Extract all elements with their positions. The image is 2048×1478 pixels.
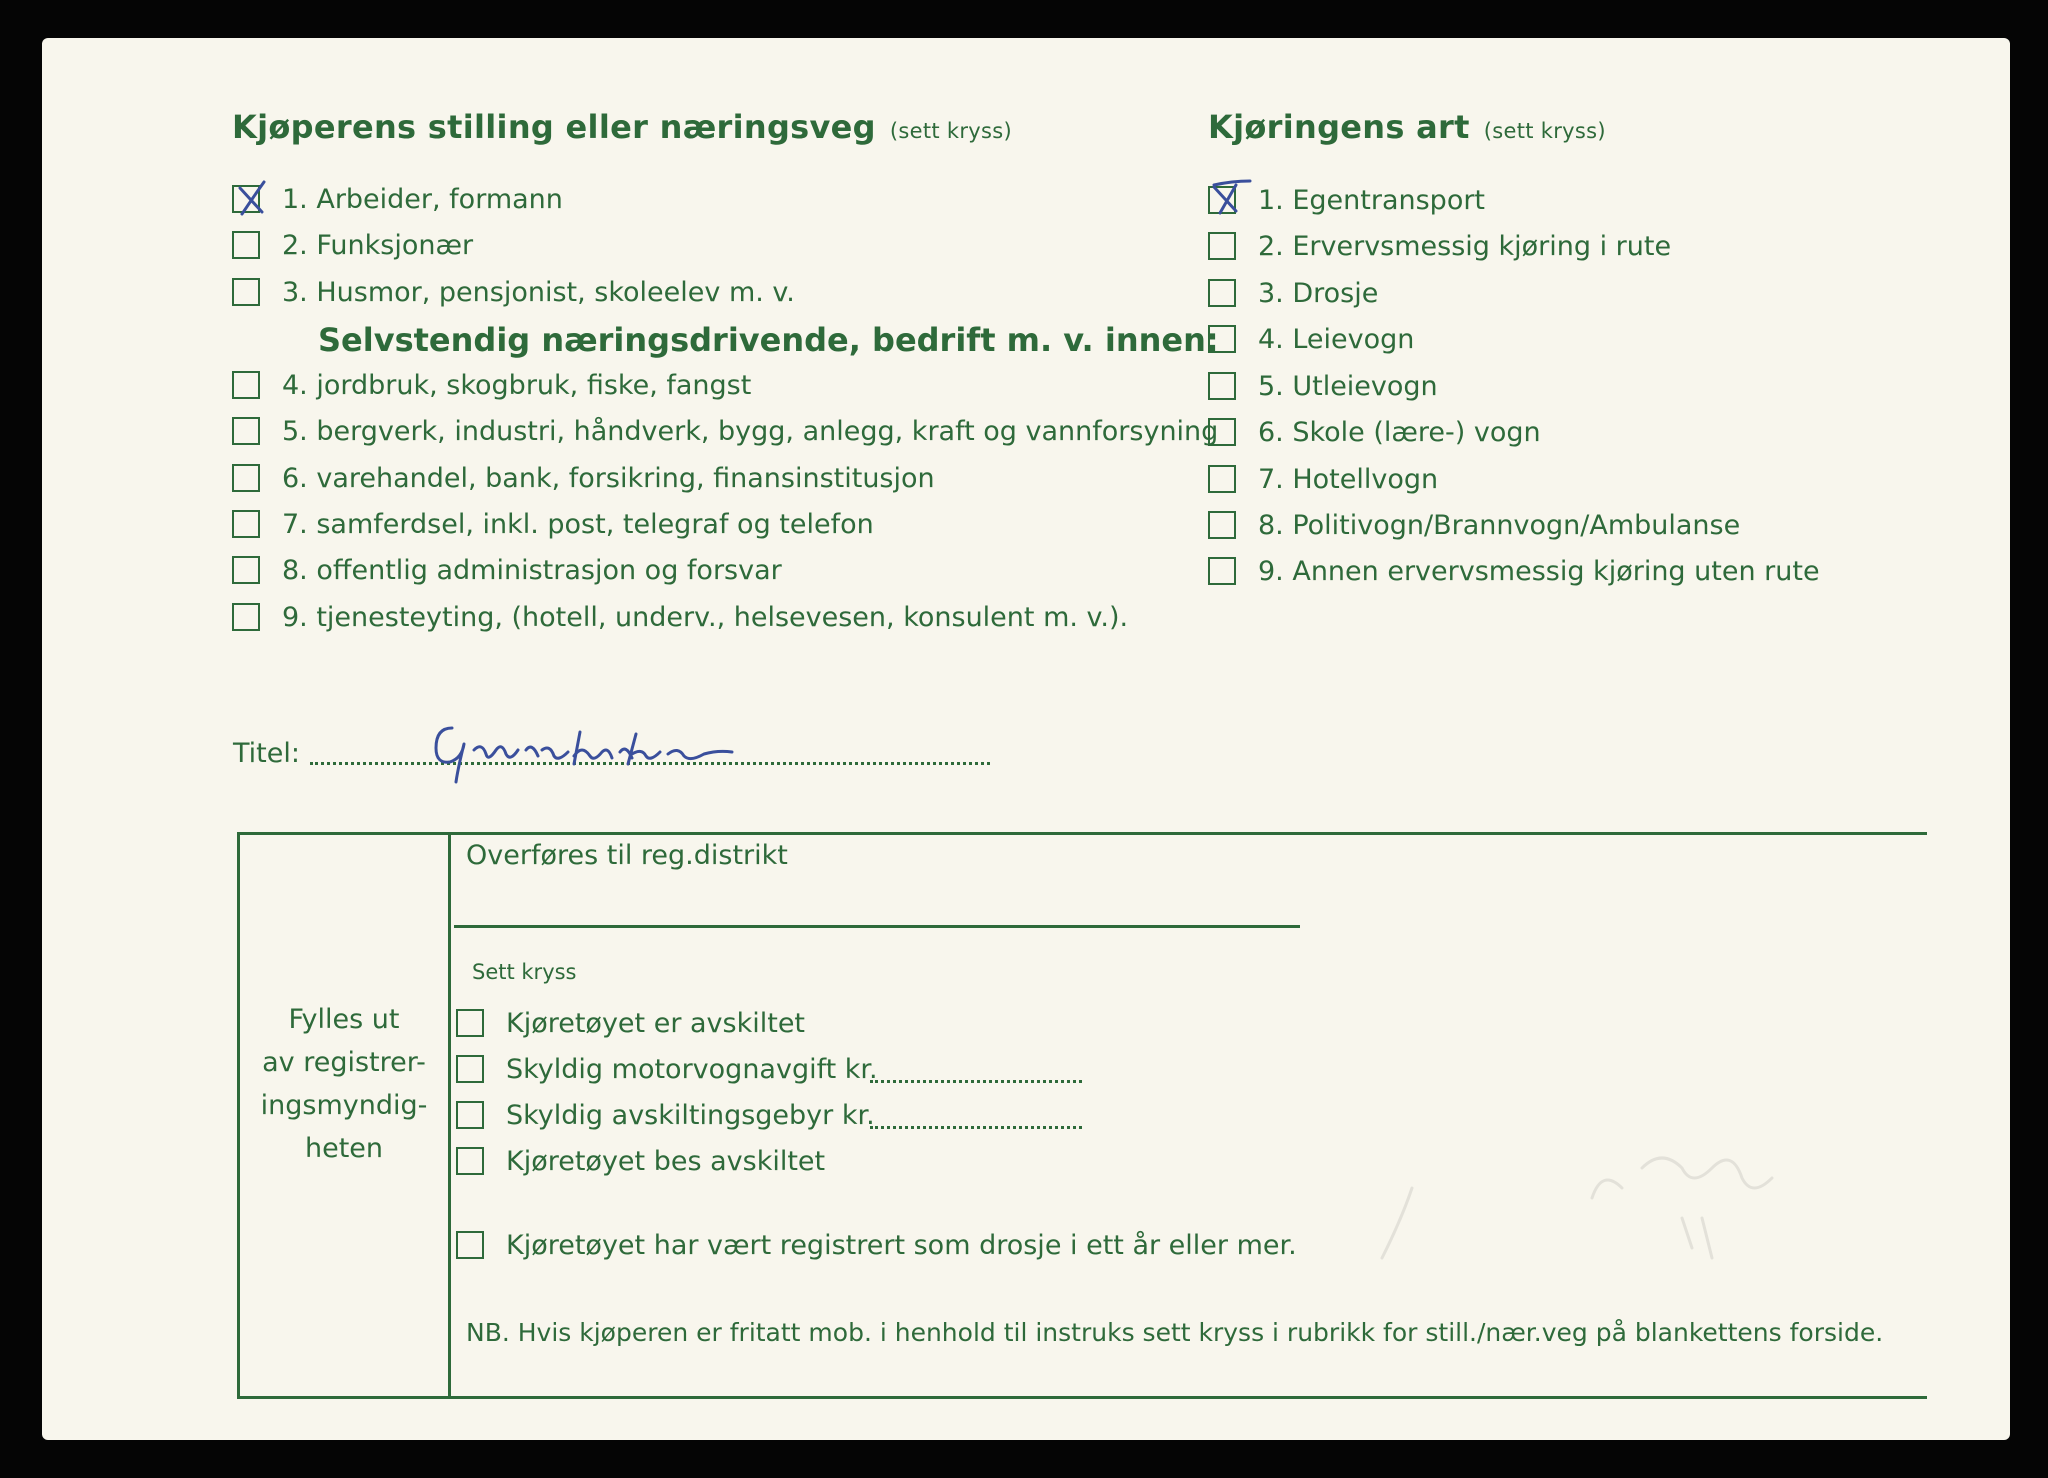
deregistration-fee-dotted-line[interactable] [870, 1126, 1082, 1129]
left-item-8-label: 8. offentlig administrasjon og forsvar [282, 555, 782, 586]
checkbox-reg-4[interactable] [456, 1147, 484, 1175]
checkbox-right-4[interactable] [1208, 325, 1236, 353]
checkbox-drosje[interactable] [456, 1231, 484, 1259]
box-divider-rule [448, 832, 451, 1399]
right-item-2[interactable] [1208, 231, 1671, 263]
motor-fee-dotted-line[interactable] [870, 1080, 1082, 1083]
left-item-1-label: 1. Arbeider, formann [282, 184, 563, 215]
checkbox-reg-2[interactable] [456, 1055, 484, 1083]
left-item-2-label: 2. Funksjonær [282, 230, 474, 261]
checkbox-right-6[interactable] [1208, 418, 1236, 446]
left-item-9-label: 9. tjenesteyting, (hotell, underv., helsevesen, konsulent m. v.). [282, 602, 1129, 633]
left-item-7-label: 7. samferdsel, inkl. post, telegraf og telefon [282, 509, 874, 540]
right-item-5-label: 5. Utleievogn [1258, 371, 1438, 402]
left-heading-text: Kjøperens stilling eller næringsveg [232, 108, 876, 146]
handwritten-x-mark [234, 178, 274, 218]
left-item-4[interactable] [232, 370, 751, 402]
form-card [42, 38, 2010, 1440]
checkbox-right-8[interactable] [1208, 511, 1236, 539]
side-label-line-3: ingsmyndig- [260, 1090, 428, 1121]
checkbox-left-7[interactable] [232, 510, 260, 538]
right-heading-hint: (sett kryss) [1483, 119, 1606, 143]
checkbox-left-5[interactable] [232, 417, 260, 445]
checkbox-right-7[interactable] [1208, 465, 1236, 493]
right-item-4[interactable] [1208, 324, 1414, 356]
reg-check-3-label: Skyldig avskiltingsgebyr kr. [506, 1100, 875, 1131]
side-label-line-4: heten [304, 1133, 384, 1164]
reg-check-2-label: Skyldig motorvognavgift kr. [506, 1054, 878, 1085]
left-item-4-label: 4. jordbruk, skogbruk, fiske, fangst [282, 370, 752, 401]
left-item-3-label: 3. Husmor, pensjonist, skoleelev m. v. [282, 277, 795, 308]
reg-check-1[interactable] [456, 1008, 805, 1040]
checkbox-right-5[interactable] [1208, 372, 1236, 400]
left-heading-hint: (sett kryss) [889, 119, 1012, 143]
left-item-1[interactable] [232, 184, 563, 216]
right-item-1[interactable] [1208, 185, 1485, 217]
left-item-5-label: 5. bergverk, industri, håndverk, bygg, anlegg, kraft og vannforsyning [282, 416, 1219, 447]
left-item-8[interactable] [232, 555, 782, 587]
nb-note: NB. Hvis kjøperen er fritatt mob. i henhold til instruks sett kryss i rubrikk for still./nær.veg på blankettens forside. [466, 1318, 1884, 1347]
right-item-3-label: 3. Drosje [1258, 278, 1379, 309]
right-item-8[interactable] [1208, 510, 1740, 542]
reg-check-2[interactable] [456, 1054, 878, 1086]
right-item-2-label: 2. Ervervsmessig kjøring i rute [1258, 231, 1672, 262]
title-label: Titel: [233, 738, 300, 769]
right-item-4-label: 4. Leievogn [1258, 324, 1415, 355]
checkbox-reg-3[interactable] [456, 1101, 484, 1129]
drosje-check[interactable] [456, 1230, 1297, 1262]
right-item-5[interactable] [1208, 371, 1438, 403]
checkbox-reg-1[interactable] [456, 1009, 484, 1037]
left-item-2[interactable] [232, 230, 473, 262]
drosje-check-label: Kjøretøyet har vært registrert som drosje i ett år eller mer. [506, 1230, 1297, 1261]
box-top-rule [237, 832, 1927, 835]
reg-check-4-label: Kjøretøyet bes avskiltet [506, 1146, 826, 1177]
left-item-6[interactable] [232, 463, 935, 495]
left-item-7[interactable] [232, 509, 874, 541]
right-item-9[interactable] [1208, 556, 1820, 588]
right-item-9-label: 9. Annen ervervsmessig kjøring uten rute [1258, 556, 1820, 587]
right-item-6-label: 6. Skole (lære-) vogn [1258, 417, 1541, 448]
right-heading-text: Kjøringens art [1208, 108, 1470, 146]
right-item-3[interactable] [1208, 278, 1378, 310]
self-employed-subheading: Selvstendig næringsdrivende, bedrift m. v. innen: [318, 321, 1219, 359]
handwritten-title-value[interactable] [422, 706, 762, 788]
checkbox-left-3[interactable] [232, 278, 260, 306]
box-bottom-rule [237, 1396, 1927, 1399]
right-section-heading [1208, 108, 1606, 146]
right-item-7[interactable] [1208, 464, 1438, 496]
transfer-underline[interactable] [454, 925, 1300, 928]
left-item-6-label: 6. varehandel, bank, forsikring, finansinstitusjon [282, 463, 935, 494]
right-item-8-label: 8. Politivogn/Brannvogn/Ambulanse [1258, 510, 1741, 541]
handwritten-x-mark [1210, 179, 1250, 219]
checkbox-right-2[interactable] [1208, 232, 1236, 260]
side-label [240, 998, 448, 1170]
checkbox-right-3[interactable] [1208, 279, 1236, 307]
right-item-7-label: 7. Hotellvogn [1258, 464, 1439, 495]
reg-check-3[interactable] [456, 1100, 875, 1132]
right-item-1-label: 1. Egentransport [1258, 185, 1486, 216]
checkbox-left-4[interactable] [232, 371, 260, 399]
transfer-label: Overføres til reg.distrikt [466, 840, 788, 871]
reg-check-4[interactable] [456, 1146, 825, 1178]
checkbox-left-2[interactable] [232, 231, 260, 259]
reg-check-1-label: Kjøretøyet er avskiltet [506, 1008, 806, 1039]
side-label-line-2: av registrer- [262, 1047, 426, 1078]
mark-hint: Sett kryss [472, 960, 577, 984]
checkbox-left-9[interactable] [232, 603, 260, 631]
right-item-6[interactable] [1208, 417, 1541, 449]
bleed-through-scribble [1342, 1108, 1782, 1268]
checkbox-left-8[interactable] [232, 556, 260, 584]
checkbox-right-9[interactable] [1208, 557, 1236, 585]
side-label-line-1: Fylles ut [288, 1004, 400, 1035]
left-item-5[interactable] [232, 416, 1218, 448]
checkbox-left-6[interactable] [232, 464, 260, 492]
left-section-heading [232, 108, 1012, 146]
left-item-9[interactable] [232, 602, 1128, 634]
left-item-3[interactable] [232, 277, 795, 309]
